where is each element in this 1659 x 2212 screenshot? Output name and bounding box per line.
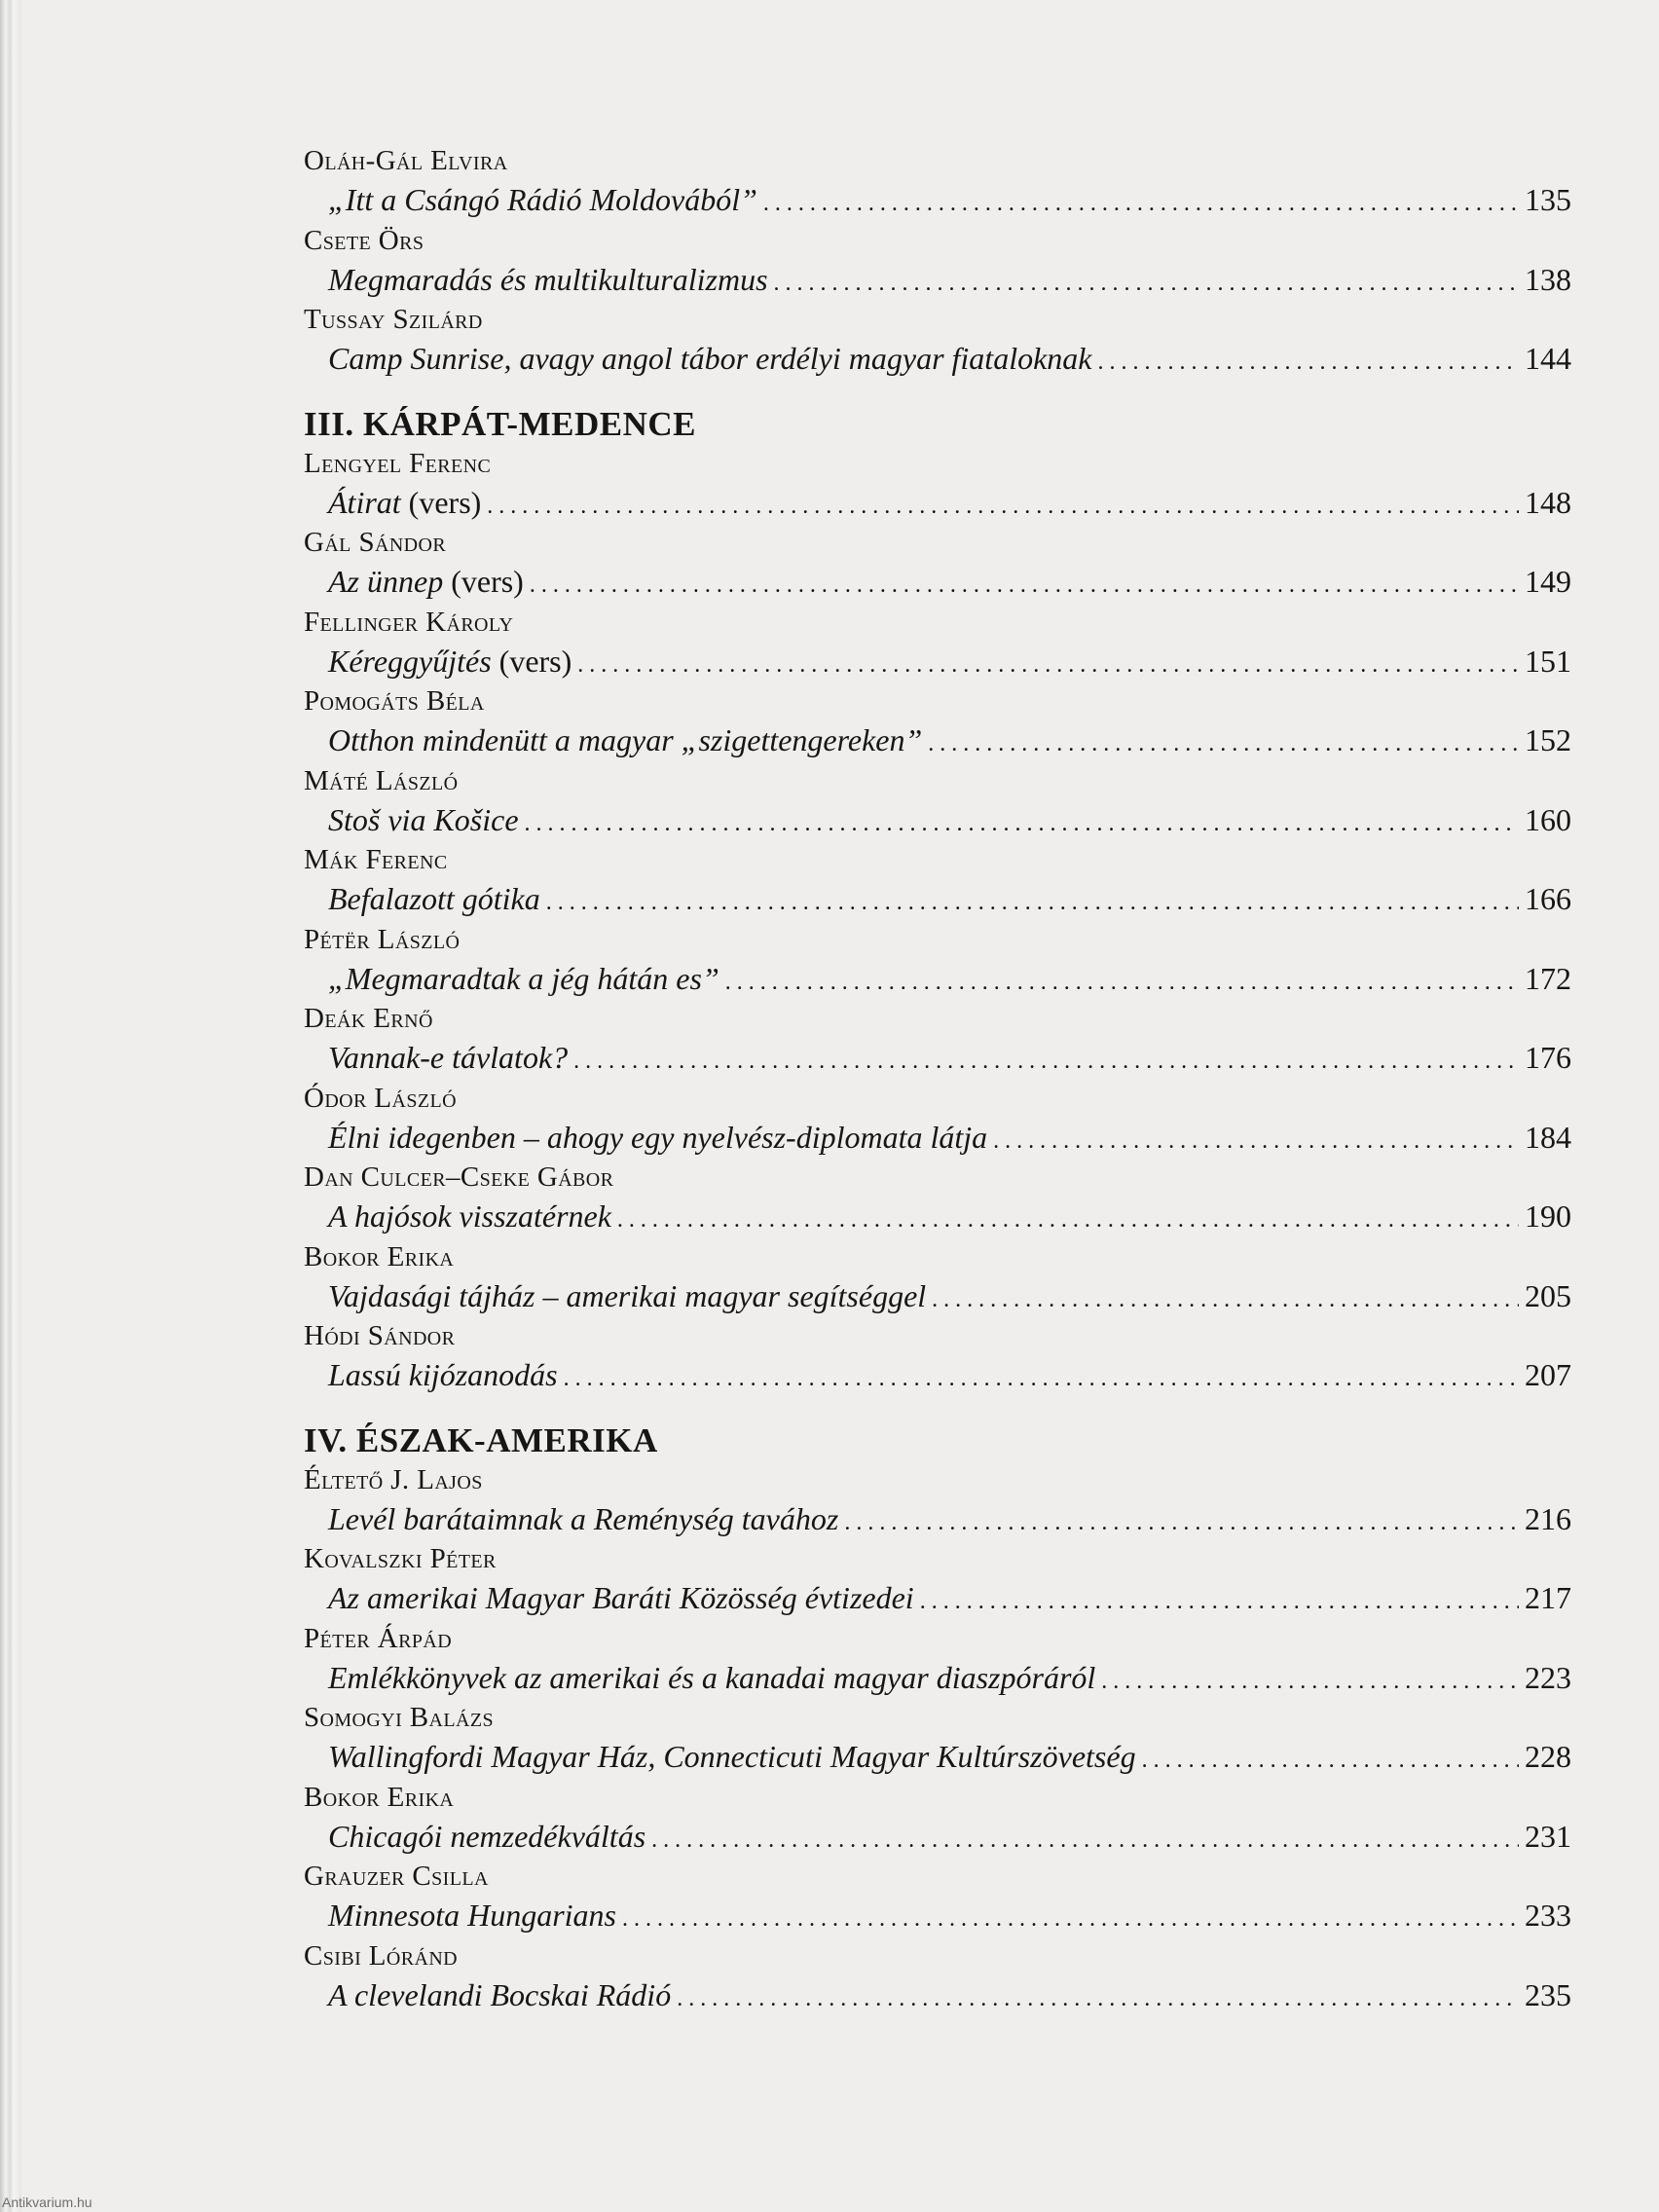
entry-title-group (328, 1038, 568, 1079)
entry-title-group (328, 959, 719, 1000)
toc-entry (304, 1975, 1571, 2016)
entry-page-number: 144 (1525, 341, 1571, 376)
toc-entry (304, 1197, 1571, 1237)
entry-page-number: 176 (1525, 1040, 1571, 1075)
entry-title-group (328, 1896, 616, 1936)
dot-leader (530, 566, 1519, 607)
entry-title: Chicagói nemzedékváltás (328, 1818, 646, 1854)
dot-leader (993, 1122, 1519, 1162)
book-spine-edge (0, 0, 21, 2212)
entry-author: Oláh-Gál Elvira (304, 145, 508, 176)
entry-title: Befalazott gótika (328, 881, 540, 916)
toc-entry (304, 642, 1571, 682)
toc-entry (304, 1038, 1571, 1079)
entry-title: „Megmaradtak a jég hátán es” (328, 960, 719, 996)
entry-page-number: 190 (1525, 1198, 1571, 1234)
entry-page-number: 217 (1525, 1580, 1571, 1615)
entry-author: Éltető J. Lajos (304, 1463, 483, 1495)
entry-title: Megmaradás és multikulturalizmus (328, 261, 768, 297)
entry-page-number: 172 (1525, 960, 1571, 996)
toc-entry (304, 1276, 1571, 1317)
dot-leader (573, 1042, 1519, 1083)
entry-page-number: 184 (1525, 1119, 1571, 1155)
dot-leader (577, 645, 1519, 686)
entry-author: Lengyel Ferenc (304, 447, 492, 479)
toc-entry (304, 1737, 1571, 1778)
entry-page-number: 207 (1525, 1357, 1571, 1392)
entry-title-group (328, 1355, 558, 1396)
entry-note: (vers) (443, 564, 524, 599)
entry-page-number: 152 (1525, 722, 1571, 757)
entry-title: Vajdasági tájház – amerikai magyar segítséggel (328, 1277, 927, 1313)
entry-page-number: 148 (1525, 484, 1571, 520)
entry-title: A hajósok visszatérnek (328, 1198, 611, 1234)
dot-leader (1101, 1662, 1519, 1703)
entry-title: Levél barátaimnak a Reménység tavához (328, 1500, 839, 1536)
entry-author: Grauzer Csilla (304, 1861, 489, 1892)
entry-page-number: 149 (1525, 564, 1571, 599)
entry-author: Bokor Erika (304, 1781, 455, 1813)
entry-title-group (328, 339, 1091, 380)
entry-author: Gál Sándor (304, 527, 447, 558)
entry-author: Csete Örs (304, 224, 424, 256)
entry-title-group (328, 260, 768, 301)
dot-leader (763, 184, 1519, 225)
entry-title: Átirat (328, 484, 401, 520)
entry-author: Pétër László (304, 923, 461, 955)
toc-entry (304, 879, 1571, 920)
toc-entry (304, 959, 1571, 1000)
entry-page-number: 231 (1525, 1818, 1571, 1854)
entry-author: Hódi Sándor (304, 1320, 456, 1351)
entry-author: Tussay Szilárd (304, 304, 483, 335)
entry-author: Péter Árpád (304, 1622, 453, 1654)
entry-page-number: 166 (1525, 881, 1571, 916)
dot-leader (774, 264, 1519, 305)
dot-leader (1142, 1741, 1519, 1782)
entry-title-group (328, 1817, 645, 1858)
dot-leader (651, 1821, 1519, 1862)
toc-entry (304, 483, 1571, 524)
entry-author: Pomogáts Béla (304, 685, 485, 717)
entry-author: Bokor Erika (304, 1240, 455, 1272)
entry-note: (vers) (400, 484, 482, 520)
entry-title-group (328, 1658, 1095, 1699)
entry-author: Dan Culcer–Cseke Gábor (304, 1161, 614, 1193)
entry-title-group (328, 180, 757, 221)
entry-page-number: 205 (1525, 1277, 1571, 1313)
entry-page-number: 228 (1525, 1739, 1571, 1774)
entry-note: (vers) (491, 643, 572, 679)
entry-title-group (328, 879, 540, 920)
dot-leader (546, 883, 1519, 924)
entry-title-group (328, 1737, 1136, 1778)
entry-title-group (328, 800, 519, 841)
entry-title: Lassú kijózanodás (328, 1357, 558, 1392)
entry-author: Máté László (304, 764, 459, 796)
dot-leader (487, 487, 1519, 528)
entry-title-group (328, 720, 922, 761)
entry-title-group (328, 562, 524, 603)
entry-title: Vannak-e távlatok? (328, 1040, 569, 1075)
entry-author: Mák Ferenc (304, 844, 448, 875)
entry-page-number: 235 (1525, 1976, 1571, 2012)
entry-author: Somogyi Balázs (304, 1702, 494, 1733)
toc-entry (304, 562, 1571, 603)
entry-title: „Itt a Csángó Rádió Moldovából” (328, 182, 757, 217)
watermark: Antikvarium.hu (2, 2194, 92, 2210)
toc-entry (304, 339, 1571, 380)
toc-entry (304, 1658, 1571, 1699)
entry-title-group (328, 1197, 611, 1237)
entry-page-number: 151 (1525, 643, 1571, 679)
entry-title-group (328, 1276, 926, 1317)
entry-author: Deák Ernő (304, 1003, 433, 1034)
entry-page-number: 233 (1525, 1898, 1571, 1933)
entry-page-number: 223 (1525, 1659, 1571, 1695)
entry-title: Camp Sunrise, avagy angol tábor erdélyi magyar fiataloknak (328, 341, 1092, 376)
entry-title: Stoš via Košice (328, 801, 519, 837)
entry-author: Fellinger Károly (304, 606, 514, 638)
dot-leader (677, 1979, 1519, 2020)
entry-title: Minnesota Hungarians (328, 1898, 616, 1933)
entry-page-number: 138 (1525, 261, 1571, 297)
toc-entry (304, 1896, 1571, 1936)
toc-entry (304, 180, 1571, 221)
entry-title-group (328, 483, 481, 524)
section-heading: III. KÁRPÁT-MEDENCE (304, 404, 696, 443)
dot-leader (622, 1899, 1519, 1940)
table-of-contents (304, 141, 1571, 2015)
entry-author: Kovalszki Péter (304, 1543, 497, 1574)
entry-title: Az amerikai Magyar Baráti Közösség évtizedei (328, 1580, 914, 1615)
entry-title-group (328, 1975, 671, 2016)
entry-author: Csibi Lóránd (304, 1939, 459, 1972)
section-heading: IV. ÉSZAK-AMERIKA (304, 1420, 658, 1459)
dot-leader (928, 724, 1519, 765)
toc-entry (304, 1578, 1571, 1619)
entry-title: Az ünnep (328, 564, 444, 599)
entry-title: Élni idegenben – ahogy egy nyelvész-diplomata látja (328, 1119, 988, 1155)
entry-page-number: 160 (1525, 801, 1571, 837)
toc-entry (304, 1817, 1571, 1858)
dot-leader (920, 1582, 1519, 1623)
entry-title-group (328, 1578, 914, 1619)
dot-leader (932, 1280, 1519, 1321)
dot-leader (525, 804, 1519, 845)
entry-page-number: 216 (1525, 1500, 1571, 1536)
dot-leader (1097, 343, 1519, 384)
toc-entry (304, 260, 1571, 301)
toc-entry (304, 800, 1571, 841)
dot-leader (844, 1503, 1519, 1544)
entry-title: Emlékkönyvek az amerikai és a kanadai magyar diaszpóráról (328, 1659, 1096, 1695)
dot-leader (564, 1359, 1519, 1400)
entry-title-group (328, 1499, 838, 1540)
dot-leader (617, 1200, 1519, 1241)
entry-author: Ódor László (304, 1082, 457, 1114)
toc-entry (304, 1499, 1571, 1540)
book-page (21, 0, 1659, 2212)
toc-entry (304, 1118, 1571, 1159)
entry-title-group (328, 1118, 987, 1159)
entry-title: Otthon mindenütt a magyar „szigettengereken” (328, 722, 923, 757)
entry-page-number: 135 (1525, 182, 1571, 217)
toc-entry (304, 1355, 1571, 1396)
entry-title: Wallingfordi Magyar Ház, Connecticuti Magyar Kultúrszövetség (328, 1739, 1136, 1774)
entry-title: A clevelandi Bocskai Rádió (328, 1976, 672, 2012)
toc-entry (304, 720, 1571, 761)
entry-title: Kéreggyűjtés (328, 643, 492, 679)
dot-leader (725, 963, 1519, 1004)
entry-title-group (328, 642, 571, 682)
